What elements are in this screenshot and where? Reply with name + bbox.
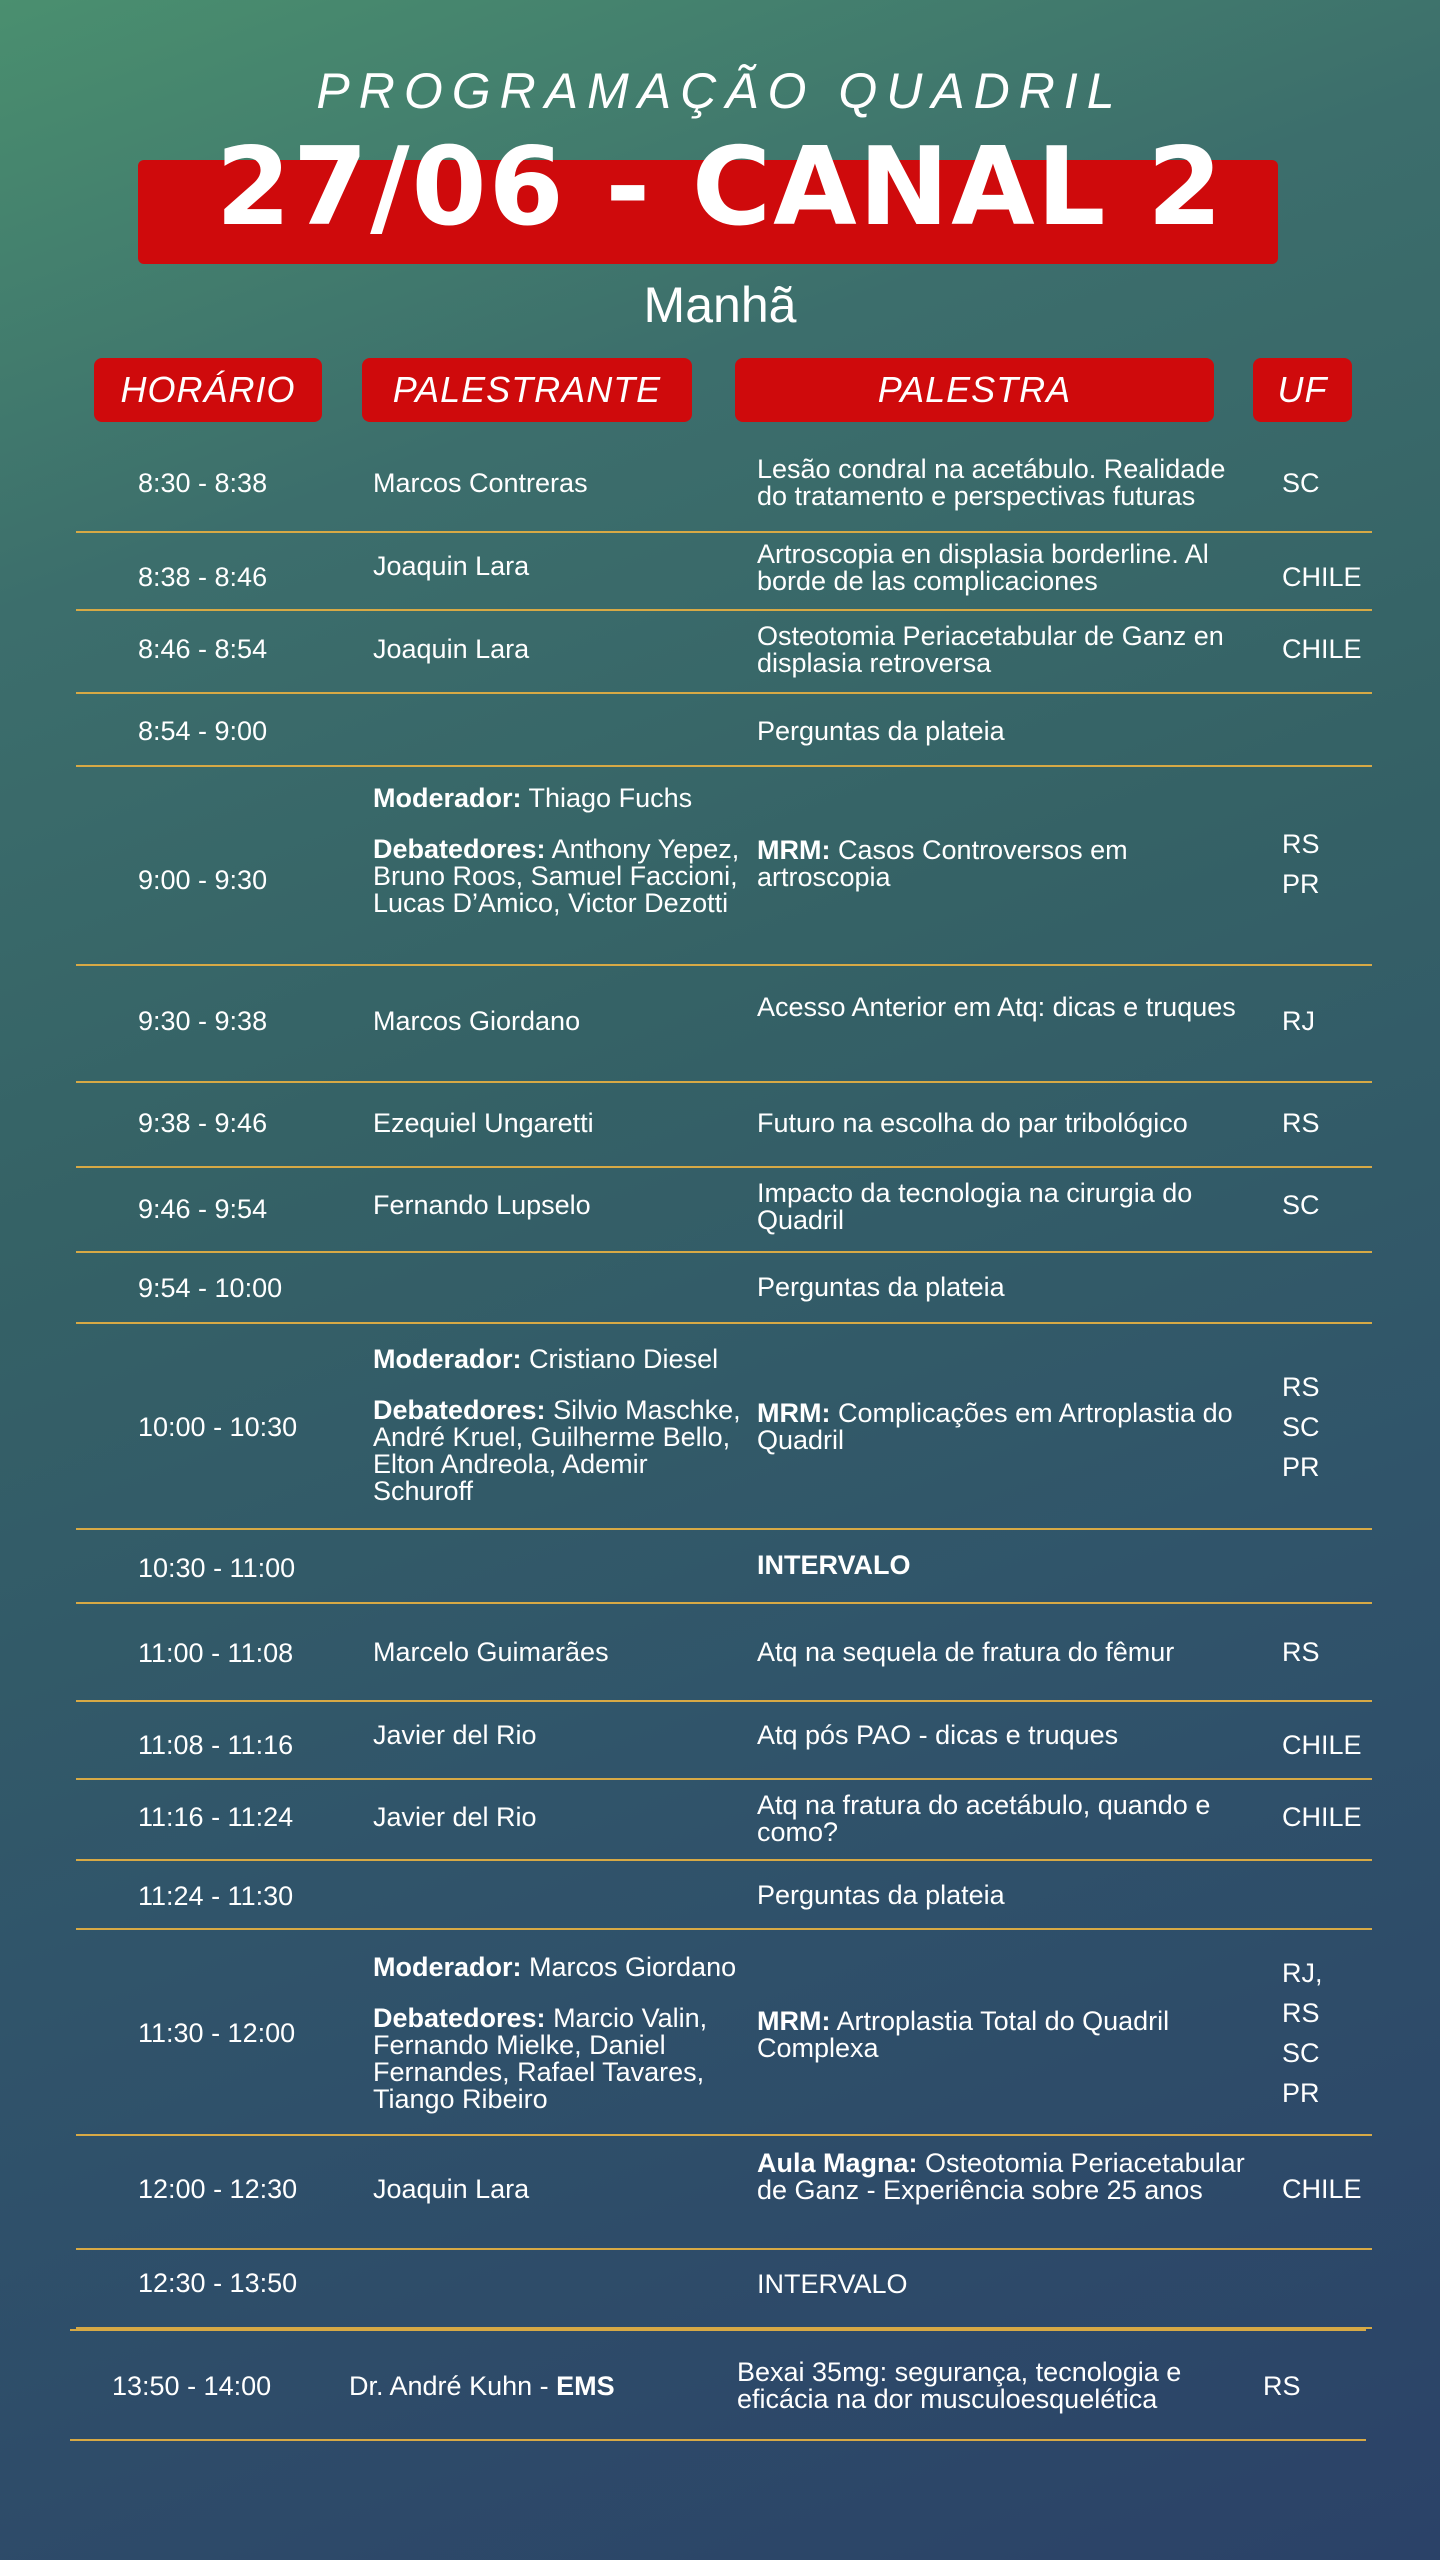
row-time: 9:30 - 9:38 [138,1006,268,1036]
row-talk: INTERVALO [757,1550,911,1580]
row-time: 8:54 - 9:00 [138,716,268,746]
row-talk: Impacto da tecnologia na cirurgia do Quadril [757,1178,1193,1235]
mrm-label: MRM: [757,2006,831,2036]
talk-title: Casos Controversos em artroscopia [757,835,1128,892]
uf-item: SC [1282,1412,1320,1442]
row-uf: RS [1263,2371,1301,2401]
talk-title: Artroplastia Total do Quadril Complexa [757,2006,1170,2063]
column-header-talk: PALESTRA [735,358,1214,422]
aula-magna-label: Aula Magna: [757,2148,918,2178]
table-row [76,440,1372,533]
row-uf: RS [1282,1637,1320,1667]
debaters-names: Anthony Yepez, Bruno Roos, Samuel Faccioni, Lucas D’Amico, Victor Dezotti [373,834,740,918]
row-speaker: Javier del Rio [373,1802,537,1832]
row-time: 9:54 - 10:00 [138,1273,283,1303]
debaters-label: Debatedores: [373,2003,546,2033]
row-speaker: Fernando Lupselo [373,1190,591,1220]
row-time: 10:30 - 11:00 [138,1553,296,1583]
row-time: 13:50 - 14:00 [112,2371,272,2401]
row-talk: Perguntas da plateia [757,1272,1005,1302]
row-speaker: Marcelo Guimarães [373,1637,609,1667]
row-talk: Perguntas da plateia [757,716,1005,746]
uf-item: PR [1282,1452,1320,1482]
row-time: 11:24 - 11:30 [138,1881,294,1911]
sponsor-name: EMS [556,2371,615,2401]
row-time: 11:30 - 12:00 [138,2018,296,2048]
row-uf: CHILE [1282,1802,1362,1832]
uf-item: RS [1282,829,1320,859]
table-row [76,1168,1372,1253]
uf-item: RS [1282,1372,1320,1402]
row-uf: RS [1282,1108,1320,1138]
moderator-line [373,1346,753,1373]
row-talk: Perguntas da plateia [757,1880,1005,1910]
row-time: 11:16 - 11:24 [138,1802,294,1832]
row-talk [757,1400,1247,1454]
row-talk: Acesso Anterior em Atq: dicas e truques [757,992,1236,1022]
row-talk: Lesão condral na acetábulo. Realidade do tratamento e perspectivas futuras [757,454,1226,511]
row-speaker: Joaquin Lara [373,551,530,581]
speaker-name: Dr. André Kuhn - [349,2371,557,2401]
table-row [76,694,1372,767]
debaters-names: Marcio Valin, Fernando Mielke, Daniel Fernandes, Rafael Tavares, Tiango Ribeiro [373,2003,708,2114]
row-uf: RJ [1282,1006,1315,1036]
debaters-names: Silvio Maschke, André Kruel, Guilherme Bello, Elton Andreola, Ademir Schuroff [373,1395,741,1506]
debaters-label: Debatedores: [373,834,546,864]
row-speaker: Ezequiel Ungaretti [373,1108,594,1138]
moderator-name: Cristiano Diesel [529,1344,719,1374]
row-uf [1282,1960,1323,2120]
row-speaker: Marcos Giordano [373,1006,581,1036]
debaters-line [373,836,753,917]
row-time: 8:46 - 8:54 [138,634,268,664]
row-speaker: Javier del Rio [373,1720,537,1750]
row-time: 9:00 - 9:30 [138,865,268,895]
row-uf: CHILE [1282,1730,1362,1760]
row-panel [373,1954,753,2113]
debaters-line [373,2005,753,2113]
row-time: 12:00 - 12:30 [138,2174,298,2204]
row-uf: CHILE [1282,634,1362,664]
table-row [76,966,1372,1083]
row-uf: CHILE [1282,562,1362,592]
uf-item: SC [1282,2038,1320,2068]
talk-title: Complicações em Artroplastia do Quadril [757,1398,1233,1455]
row-talk [757,2008,1247,2062]
uf-item: PR [1282,2078,1320,2108]
mrm-label: MRM: [757,1398,831,1428]
row-time: 8:38 - 8:46 [138,562,268,592]
uf-item: PR [1282,869,1320,899]
debaters-label: Debatedores: [373,1395,546,1425]
row-talk: Futuro na escolha do par tribológico [757,1108,1188,1138]
table-row [76,1604,1372,1702]
row-talk: INTERVALO [757,2269,908,2299]
table-row [76,533,1372,611]
moderator-label: Moderador: [373,1952,522,1982]
page-title: 27/06 - CANAL 2 [215,125,1225,250]
row-time: 8:30 - 8:38 [138,468,268,498]
row-time: 10:00 - 10:30 [138,1412,298,1442]
moderator-line [373,1954,753,1981]
uf-item: RS [1282,1998,1320,2028]
row-uf: SC [1282,1190,1320,1220]
row-talk: Osteotomia Periacetabular de Ganz en displasia retroversa [757,621,1224,678]
row-speaker: Joaquin Lara [373,2174,530,2204]
row-talk: Atq pós PAO - dicas e truques [757,1720,1119,1750]
uf-item: RJ, [1282,1958,1323,1988]
moderator-name: Thiago Fuchs [528,783,693,813]
moderator-name: Marcos Giordano [529,1952,737,1982]
table-row [76,1530,1372,1604]
table-row [76,1083,1372,1168]
row-talk [757,2150,1247,2204]
moderator-line [373,785,753,812]
debaters-line [373,1397,753,1505]
row-time: 11:08 - 11:16 [138,1730,294,1760]
row-time: 12:30 - 13:50 [138,2268,298,2298]
row-talk: Artroscopia en displasia borderline. Al borde de las complicaciones [757,539,1209,596]
mrm-label: MRM: [757,835,831,865]
table-row [76,1861,1372,1930]
moderator-label: Moderador: [373,783,522,813]
row-talk: Bexai 35mg: segurança, tecnologia e eficácia na dor musculoesquelética [737,2357,1182,2414]
row-panel [373,1346,753,1505]
table-row [76,1930,1372,2136]
row-talk [757,837,1247,891]
column-header-time: HORÁRIO [94,358,322,422]
page-supertitle: PROGRAMAÇÃO QUADRIL [316,63,1124,119]
row-talk: Atq na fratura do acetábulo, quando e como? [757,1790,1211,1847]
table-row [76,2136,1372,2250]
row-panel [373,785,753,917]
moderator-label: Moderador: [373,1344,522,1374]
table-row [76,767,1372,966]
row-speaker: Joaquin Lara [373,634,530,664]
column-header-uf: UF [1253,358,1352,422]
row-uf: CHILE [1282,2174,1362,2204]
talk-title: Osteotomia Periacetabular de Ganz - Experiência sobre 25 anos [757,2148,1245,2205]
table-row [76,1702,1372,1780]
column-header-speaker: PALESTRANTE [362,358,692,422]
row-time: 11:00 - 11:08 [138,1638,294,1668]
table-row [70,2329,1366,2441]
table-row [76,2250,1372,2329]
row-uf: SC [1282,468,1320,498]
table-row [76,1253,1372,1324]
row-uf [1282,831,1320,911]
period-label: Manhã [643,277,797,333]
row-speaker [349,2373,729,2400]
row-time: 9:46 - 9:54 [138,1194,268,1224]
table-row [76,1780,1372,1861]
table-row [76,611,1372,694]
row-time: 9:38 - 9:46 [138,1108,268,1138]
row-talk: Atq na sequela de fratura do fêmur [757,1637,1175,1667]
row-uf [1282,1374,1320,1494]
table-row [76,1324,1372,1530]
row-speaker: Marcos Contreras [373,468,588,498]
